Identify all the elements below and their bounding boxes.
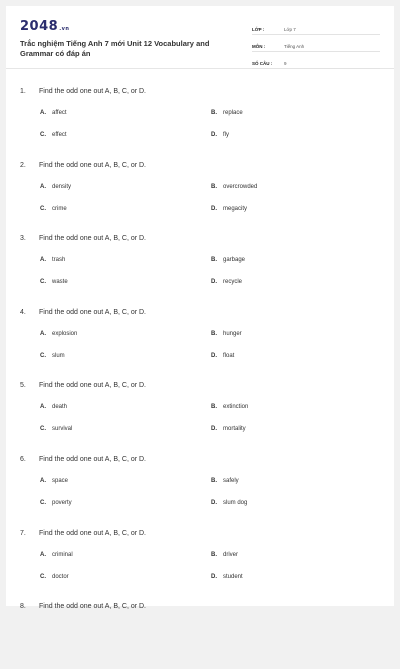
option-letter: D. [211,499,217,506]
option-text: overcrowded [223,183,258,190]
option-text: explosion [52,330,78,337]
meta-row-count [252,54,380,69]
option-letter: C. [40,426,46,433]
question-prompt: Find the odd one out A, B, C, or D. [39,455,147,463]
option-d[interactable] [211,500,247,506]
option-letter: B. [211,257,217,264]
question-number: 1. [20,88,26,95]
option-letter: D. [211,132,217,138]
option-b[interactable] [211,110,243,116]
option-text: slum [52,352,65,359]
option-text: mortality [223,426,246,433]
option-d[interactable] [211,206,247,212]
option-letter: C. [40,352,46,359]
option-letter: B. [211,183,217,190]
logo-suffix: .vn [59,26,70,32]
option-letter: A. [40,110,46,116]
question-text [20,235,146,242]
question-prompt: Find the odd one out A, B, C, or D. [39,603,147,611]
option-letter: D. [211,426,217,433]
question-prompt: Find the odd one out A, B, C, or D. [39,235,147,243]
option-text: hunger [223,330,242,337]
question-text [20,162,146,169]
option-c[interactable] [40,574,69,580]
option-d[interactable] [211,574,243,580]
document-header [6,6,394,69]
question-text [20,530,146,537]
option-text: driver [223,551,239,558]
logo-text: 2048 [20,19,59,34]
option-letter: A. [40,477,46,484]
option-text: poverty [52,499,72,506]
option-text: replace [223,110,243,116]
option-b[interactable] [211,478,239,484]
option-letter: D. [211,352,217,359]
option-letter: C. [40,499,46,506]
option-b[interactable] [211,184,257,190]
site-logo[interactable] [20,19,69,34]
option-d[interactable] [211,279,242,285]
option-text: slum dog [223,499,248,506]
option-b[interactable] [211,257,245,263]
option-text: megacity [223,205,248,212]
option-letter: D. [211,279,217,286]
meta-row-subject [252,37,380,52]
option-letter: A. [40,330,46,337]
question-text [20,382,146,389]
question-list [6,80,394,669]
option-text: waste [52,279,68,286]
option-a[interactable] [40,552,73,558]
question-prompt: Find the odd one out A, B, C, or D. [39,161,147,169]
option-text: trash [52,257,66,264]
meta-label: LỚP : [252,27,265,32]
option-text: crime [52,205,67,212]
option-text: doctor [52,573,69,580]
option-letter: B. [211,404,217,411]
question-item [6,80,394,154]
option-d[interactable] [211,426,246,432]
document-page [6,6,394,611]
question-text [20,456,146,463]
question-prompt: Find the odd one out A, B, C, or D. [39,88,147,95]
meta-row-grade [252,20,380,35]
question-number: 4. [20,308,26,316]
option-c[interactable] [40,426,72,432]
question-item [6,448,394,522]
option-text: garbage [223,257,246,264]
option-c[interactable] [40,279,68,285]
question-text [20,88,146,95]
option-letter: B. [211,110,217,116]
option-b[interactable] [211,404,248,410]
option-letter: C. [40,205,46,212]
question-item [6,522,394,596]
meta-value: Lớp 7 [284,27,296,32]
option-b[interactable] [211,552,238,558]
option-c[interactable] [40,206,67,212]
question-prompt: Find the odd one out A, B, C, or D. [39,529,147,537]
option-letter: C. [40,279,46,286]
option-a[interactable] [40,257,65,263]
question-prompt: Find the odd one out A, B, C, or D. [39,308,147,316]
question-item [6,374,394,448]
question-number: 3. [20,235,26,243]
option-letter: B. [211,551,217,558]
meta-label: MÔN : [252,44,266,49]
meta-value: Tiếng Anh [284,44,305,49]
option-text: safely [223,477,239,484]
option-text: death [52,404,68,411]
option-text: effect [52,132,67,138]
option-text: density [52,183,72,190]
option-letter: B. [211,330,217,337]
question-number: 7. [20,529,26,537]
option-a[interactable] [40,404,67,410]
question-item [6,154,394,228]
option-a[interactable] [40,478,68,484]
option-a[interactable] [40,110,67,116]
question-number: 8. [20,603,26,611]
question-text [20,309,146,316]
option-text: extinction [223,404,249,411]
option-d[interactable] [211,353,234,359]
question-item [6,301,394,375]
option-letter: D. [211,573,217,580]
option-a[interactable] [40,184,71,190]
question-number: 6. [20,455,26,463]
option-letter: A. [40,551,46,558]
option-c[interactable] [40,353,65,359]
option-letter: D. [211,205,217,212]
option-text: fly [223,132,229,138]
option-text: survival [52,426,73,433]
option-text: space [52,477,69,484]
question-item [6,595,394,669]
meta-value: 9 [284,61,287,66]
option-c[interactable] [40,500,72,506]
option-text: float [223,352,235,359]
option-text: affect [52,110,67,116]
option-letter: A. [40,183,46,190]
option-d[interactable] [211,132,229,138]
option-letter: A. [40,257,46,264]
document-title: Trắc nghiệm Tiếng Anh 7 mới Unit 12 Vocabulary and Grammar có đáp án [20,39,210,58]
question-prompt: Find the odd one out A, B, C, or D. [39,382,147,390]
question-item [6,227,394,301]
document-meta [252,20,380,71]
option-b[interactable] [211,331,242,337]
option-letter: B. [211,477,217,484]
option-text: criminal [52,551,73,558]
question-number: 5. [20,382,26,390]
option-c[interactable] [40,132,67,138]
option-text: recycle [223,279,243,286]
option-letter: A. [40,404,46,411]
meta-label: SỐ CÂU : [252,61,273,66]
question-text [20,603,146,610]
option-letter: C. [40,573,46,580]
question-number: 2. [20,161,26,169]
option-letter: C. [40,132,46,138]
option-text: student [223,573,243,580]
option-a[interactable] [40,331,77,337]
